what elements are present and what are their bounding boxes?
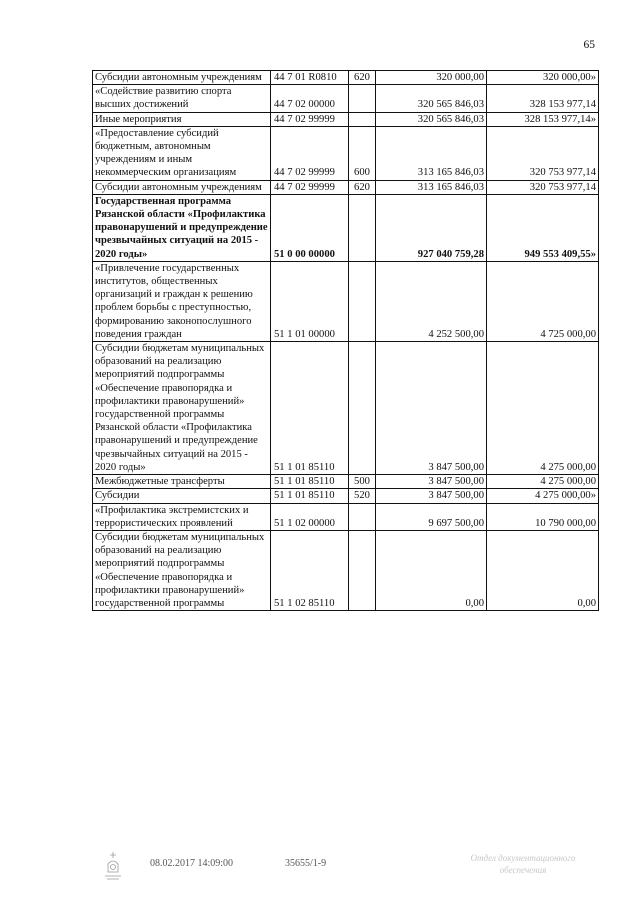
row-code: 51 1 02 85110 — [271, 530, 349, 610]
row-sum-year2: 328 153 977,14» — [487, 112, 599, 126]
footer-reference-number: 35655/1-9 — [285, 858, 327, 869]
table-row — [93, 261, 599, 341]
table-row — [93, 85, 599, 112]
row-sum-year1: 3 847 500,00 — [376, 475, 487, 489]
row-code: 44 7 02 00000 — [271, 85, 349, 112]
row-sum-year2: 0,00 — [487, 530, 599, 610]
row-sum-year2: 10 790 000,00 — [487, 503, 599, 530]
table-row — [93, 126, 599, 180]
row-sum-year1: 320 565 846,03 — [376, 112, 487, 126]
row-expense-type — [349, 261, 376, 341]
row-sum-year1: 9 697 500,00 — [376, 503, 487, 530]
footer-datetime: 08.02.2017 14:09:00 — [150, 858, 234, 869]
table-row — [93, 194, 599, 261]
document-logo-icon — [102, 850, 124, 880]
row-sum-year2: 320 753 977,14 — [487, 126, 599, 180]
row-sum-year1: 4 252 500,00 — [376, 261, 487, 341]
row-sum-year2: 320 000,00» — [487, 71, 599, 85]
footer-stamp-line2: обеспечения — [499, 865, 547, 875]
table-row — [93, 180, 599, 194]
row-code: 51 1 01 85110 — [271, 342, 349, 475]
row-sum-year1: 3 847 500,00 — [376, 489, 487, 503]
row-sum-year2: 4 725 000,00 — [487, 261, 599, 341]
row-sum-year2: 4 275 000,00» — [487, 489, 599, 503]
row-sum-year1: 313 165 846,03 — [376, 180, 487, 194]
row-name: Субсидии — [93, 489, 271, 503]
row-name: Субсидии автономным учреждениям — [93, 71, 271, 85]
table-row — [93, 503, 599, 530]
row-sum-year2: 320 753 977,14 — [487, 180, 599, 194]
row-expense-type: 620 — [349, 71, 376, 85]
row-code: 44 7 02 99999 — [271, 180, 349, 194]
row-expense-type: 500 — [349, 475, 376, 489]
row-sum-year1: 313 165 846,03 — [376, 126, 487, 180]
row-code: 44 7 01 R0810 — [271, 71, 349, 85]
row-code: 51 1 01 85110 — [271, 489, 349, 503]
row-name: Субсидии бюджетам муниципальных образований на реализацию мероприятий подпрограммы «Обеспечение правопорядка и профилактики правонарушений» государственной программы Рязанской области «Профилактика правонарушений и предупреждение чрезвычайных ситуаций на 2015 - 2020 годы» — [93, 342, 271, 475]
row-code: 51 1 01 00000 — [271, 261, 349, 341]
row-sum-year1: 0,00 — [376, 530, 487, 610]
table-row — [93, 530, 599, 610]
row-code: 44 7 02 99999 — [271, 126, 349, 180]
row-sum-year1: 927 040 759,28 — [376, 194, 487, 261]
row-name: «Содействие развитию спорта высших достижений — [93, 85, 271, 112]
row-expense-type — [349, 342, 376, 475]
table-row — [93, 112, 599, 126]
row-code: 44 7 02 99999 — [271, 112, 349, 126]
row-expense-type — [349, 112, 376, 126]
row-sum-year2: 328 153 977,14 — [487, 85, 599, 112]
table-row — [93, 489, 599, 503]
row-code: 51 0 00 00000 — [271, 194, 349, 261]
row-code: 51 1 01 85110 — [271, 475, 349, 489]
row-name: «Привлечение государственных институтов, общественных организаций и граждан к решению проблем борьбы с преступностью, формированию законопослушного поведения граждан — [93, 261, 271, 341]
row-expense-type: 620 — [349, 180, 376, 194]
row-sum-year1: 320 000,00 — [376, 71, 487, 85]
budget-table — [92, 70, 599, 611]
table-row — [93, 475, 599, 489]
row-name: Иные мероприятия — [93, 112, 271, 126]
table-row — [93, 342, 599, 475]
row-sum-year1: 320 565 846,03 — [376, 85, 487, 112]
row-sum-year1: 3 847 500,00 — [376, 342, 487, 475]
row-name: «Профилактика экстремистских и террористических проявлений — [93, 503, 271, 530]
footer-stamp — [448, 852, 598, 876]
row-expense-type: 600 — [349, 126, 376, 180]
row-expense-type — [349, 194, 376, 261]
row-expense-type — [349, 503, 376, 530]
page-number: 65 — [583, 39, 595, 51]
row-name: Субсидии автономным учреждениям — [93, 180, 271, 194]
row-name: «Предоставление субсидий бюджетным, автономным учреждениям и иным некоммерческим организациям — [93, 126, 271, 180]
row-name: Межбюджетные трансферты — [93, 475, 271, 489]
row-name: Субсидии бюджетам муниципальных образований на реализацию мероприятий подпрограммы «Обеспечение правопорядка и профилактики правонарушений» государственной программы — [93, 530, 271, 610]
table-row — [93, 71, 599, 85]
row-expense-type — [349, 85, 376, 112]
row-sum-year2: 4 275 000,00 — [487, 342, 599, 475]
row-name: Государственная программа Рязанской области «Профилактика правонарушений и предупреждение чрезвычайных ситуаций на 2015 - 2020 годы» — [93, 194, 271, 261]
row-code: 51 1 02 00000 — [271, 503, 349, 530]
footer-stamp-line1: Отдел документационного — [470, 853, 576, 863]
row-expense-type: 520 — [349, 489, 376, 503]
row-expense-type — [349, 530, 376, 610]
row-sum-year2: 4 275 000,00 — [487, 475, 599, 489]
row-sum-year2: 949 553 409,55» — [487, 194, 599, 261]
